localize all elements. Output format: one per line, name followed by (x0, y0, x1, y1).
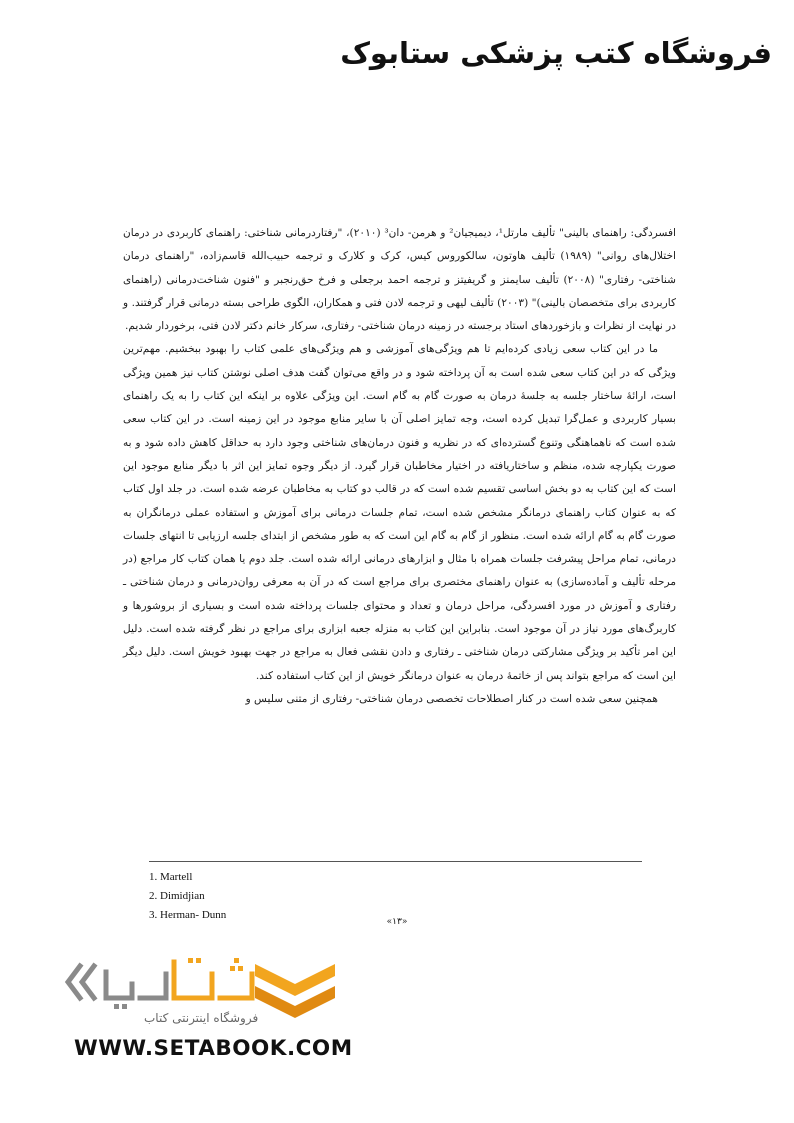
paragraph-references: افسردگی: راهنمای بالینی" تألیف مارتل¹، دیمیجیان² و هرمن- دان³ (۲۰۱۰)، "رفتاردرمانی شناختی: راهنمای کاربردی در درمان اختلال‌های روانی" (۱۹۸۹) تألیف هاوتون، سالکوروس کیس، کرک و کلارک و ترجمه حبیب‌الله قاسم‌زاده، "راهنمای درمان شناختی- رفتاری" (۲۰۰۸) تألیف سایمنز و گریفیتز و ترجمه احمد برجعلی و فرخ حق‌رنجبر و "فنون شناخت‌درمانی (راهنمای کاربردی برای متخصصان بالینی)" (۲۰۰۳) تألیف لیهی و ترجمه لادن فتی و همکاران، الگوی طراحی بسته درمانی قرار گرفتند. و در نهایت از نظرات و بازخوردهای استاد برجسته در زمینه درمان شناختی- رفتاری، سرکار خانم دکتر لادن فتی، برخوردار شدیم. (123, 227, 677, 333)
footnote-divider (149, 861, 642, 862)
footnote-item: 1. Martell (149, 871, 193, 883)
footnote-item: 3. Herman- Dunn (149, 909, 227, 921)
body-text (123, 222, 676, 711)
paragraph-terminology: همچنین سعی شده است در کنار اصطلاحات تخصصی درمان شناختی- رفتاری از متنی سلیس و (245, 692, 658, 705)
website-url: WWW.SETABOOK.COM (74, 1036, 353, 1061)
setabook-wordmark-icon (62, 952, 262, 1014)
logo-tagline: فروشگاه اینترنتی کتاب (144, 1011, 259, 1025)
open-book-chevron-icon (255, 960, 335, 1022)
paragraph-features: ما در این کتاب سعی زیادی کرده‌ایم تا هم ویژگی‌های آموزشی و هم ویژگی‌های علمی کتاب را بهبود ببخشیم. مهم‌ترین ویژگی که در این کتاب سعی شده است به آن پرداخته شود و در واقع می‌توان گفت هدف اصلی نوشتن کتاب نیز همین ویژگی است، ارائهٔ ساختار جلسه به جلسهٔ درمان به صورت گام به گام است. این ویژگی علاوه بر اینکه این کتاب را به یک راهنمای بسیار کاربردی و عمل‌گرا تبدیل کرده است، وجه تمایز اصلی آن با سایر منابع موجود در این زمینه است. در این کتاب سعی شده است که ناهماهنگی وتنوع گسترده‌ای که در نظریه و فنون درمان‌های شناختی وجود دارد به حداقل کاهش داده شود و به صورت یکپارچه شده، منظم و ساختاریافته در اختیار مخاطبان قرار گیرد. از دیگر وجوه تمایز این اثر با دیگر منابع موجود این است که این کتاب به دو بخش اساسی تقسیم شده است که در قالب دو کتاب به مخاطبان عرضه شده است. در جلد اول کتاب که به عنوان کتاب راهنمای درمانگر مشخص شده است، تمام جلسات درمانی برای آموزش و استفاده عملی درمانگران به صورت گام به گام ارائه شده است. منظور از گام به گام این است که به طور مشخص از ابتدای جلسه ارزیابی تا انتهای جلسات درمانی، تمام مراحل پیشرفت جلسات همراه با مثال و ابزارهای درمانی ارائه شده است. جلد دوم یا همان کتاب کار مراجع (در مرحله تألیف و آماده‌سازی) به عنوان راهنمای مختصری برای مراجع است که در آن به معرفی روان‌درمانی و درمان شناختی ـ رفتاری و آموزش در مورد افسردگی، مراحل درمان و تعداد و محتوای جلسات پرداخته شده است و بسیاری از بروشورها و کاربرگ‌های مورد نیاز در آن موجود است. بنابراین این کتاب به منزله جعبه ابزاری برای مراجع در نظر گرفته شده است. دلیل این امر تأکید بر ویژگی مشارکتی درمان شناختی ـ رفتاری و دادن نقشی فعال به مراجع در جهت بهبود خویش است. دلیل دیگر این است که مراجع بتواند پس از خاتمهٔ درمان به عنوان درمانگر خویش از این کتاب استفاده کند. (123, 343, 676, 682)
store-title: فروشگاه کتب پزشکی ستابوک (340, 36, 772, 70)
page-number: «۱۳» (386, 917, 408, 927)
footnote-item: 2. Dimidjian (149, 890, 205, 902)
